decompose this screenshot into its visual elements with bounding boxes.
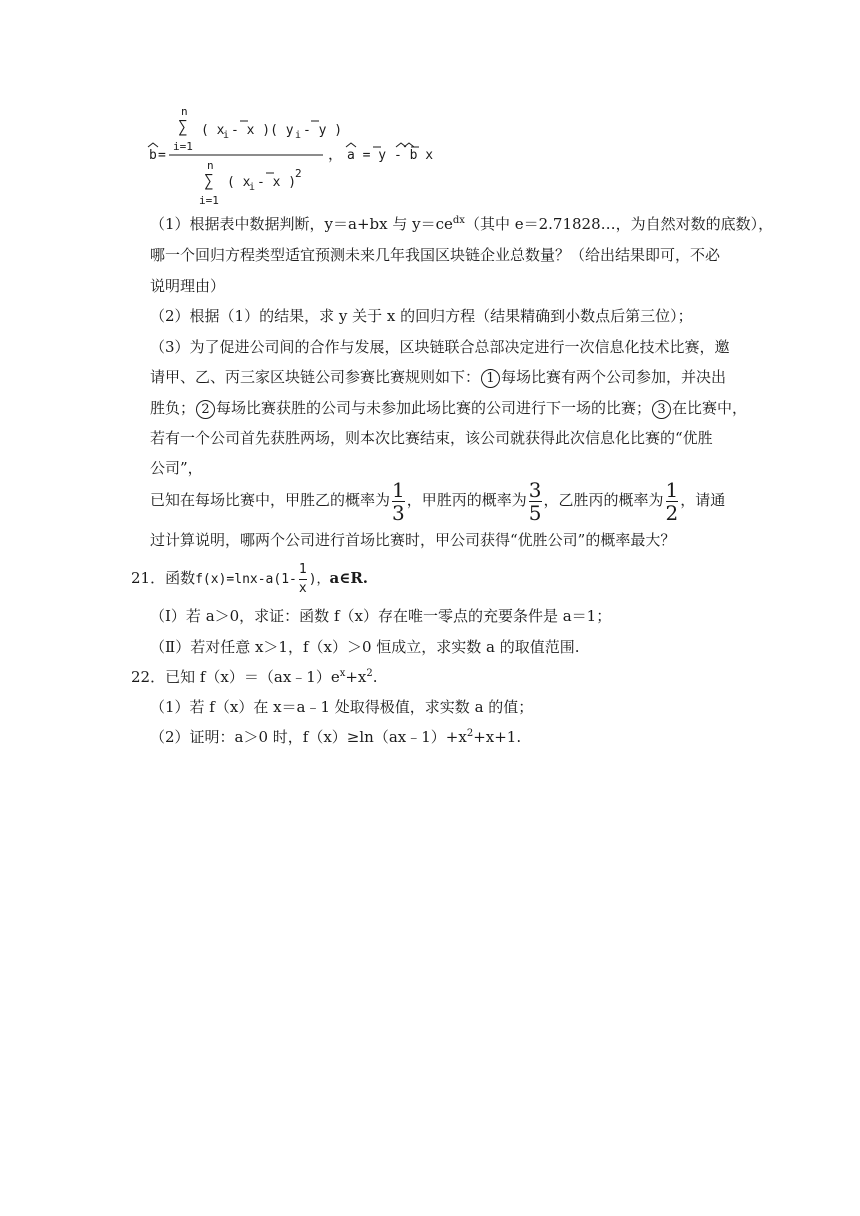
svg-text:=: = <box>158 148 166 163</box>
q20-part1-line1: （1）根据表中数据判断，y＝a+bx 与 $y=ce^{dx}$（其中 e＝2.71828…，为自然对数的底数）， <box>150 215 774 233</box>
q20-part3-line1: （3）为了促进公司间的合作与发展，区块链联合总部决定进行一次信息化技术比赛，邀 <box>150 338 730 356</box>
q20-part3-line5: 公司”， <box>150 459 203 477</box>
svg-text:i: i <box>295 130 302 141</box>
q20-part3-line3: 胜负； 2 每场比赛获胜的公司与未参加此场比赛的公司进行下一场的比赛； 3 在比赛中， <box>150 399 748 417</box>
svg-text:∑: ∑ <box>204 171 214 190</box>
q21-part-i: （Ⅰ）若 a＞0，求证：函数 f（x）存在唯一零点的充要条件是 a＝1； <box>150 607 612 625</box>
svg-text:n: n <box>181 105 188 118</box>
b-hat-symbol: b <box>149 148 157 163</box>
svg-text:a = y - b x: a = y - b x <box>347 148 434 163</box>
q22-part1: （1）若 f（x）在 x＝a﹣1 处取得极值，求实数 a 的值； <box>150 698 534 716</box>
svg-text:n: n <box>207 159 214 172</box>
svg-text:( x: ( x <box>227 175 251 190</box>
svg-text:，: ， <box>328 145 344 163</box>
svg-text:i=1: i=1 <box>199 194 219 205</box>
q20-part3-line7: 过计算说明，哪两个公司进行首场比赛时，甲公司获得“优胜公司”的概率最大？ <box>150 531 676 549</box>
circled-number-2: 2 <box>196 400 215 419</box>
q20-part3-line6: 已知在每场比赛中，甲胜乙的概率为 $\frac{1}{3}$ ，甲胜丙的概率为 $\frac{3}{5}$ ，乙胜丙的概率为 $\frac{1}{2}$ ，请通 <box>150 477 726 525</box>
svg-text:- x )( y: - x )( y <box>231 123 294 138</box>
circled-number-3: 3 <box>652 400 671 419</box>
svg-text:i=1: i=1 <box>173 140 193 153</box>
svg-text:- y ): - y ) <box>303 123 343 138</box>
fraction-1-x: $\frac{1}{x}$ <box>298 561 307 596</box>
q21-part-ii: （Ⅱ）若对任意 x＞1，f（x）＞0 恒成立，求实数 a 的取值范围. <box>150 638 580 656</box>
q20-part2: （2）根据（1）的结果，求 y 关于 x 的回归方程（结果精确到小数点后第三位）； <box>150 307 693 325</box>
fraction-1-3: $\frac{1}{3}$ <box>392 477 405 525</box>
q22-part2: （2）证明：a＞0 时，$f(x)\ge\ln(ax﹣1)+x^2+x+1$. <box>150 728 522 746</box>
svg-text:( x: ( x <box>201 123 225 138</box>
q20-part1-line3: 说明理由） <box>150 277 226 295</box>
svg-text:- x ): - x ) <box>257 175 297 190</box>
regression-formula <box>145 105 445 205</box>
q21-stem: 21．函数f(x)=lnx-a(1- $\frac{1}{x}$ )，a∈R. <box>131 561 369 596</box>
q20-part3-line4: 若有一个公司首先获胜两场，则本次比赛结束，该公司就获得此次信息化比赛的“优胜 <box>150 429 713 447</box>
svg-text:i: i <box>223 130 230 141</box>
q20-part1-line2: 哪一个回归方程类型适宜预测未来几年我国区块链企业总数量？（给出结果即可，不必 <box>150 246 721 264</box>
circled-number-1: 1 <box>481 369 500 388</box>
fraction-3-5: $\frac{3}{5}$ <box>528 477 542 525</box>
svg-text:2: 2 <box>295 167 302 180</box>
q20-part3-line2: 请甲、乙、丙三家区块链公司参赛比赛规则如下： 1 每场比赛有两个公司参加，并决出 <box>150 368 727 386</box>
svg-text:∑: ∑ <box>178 117 188 136</box>
q22-stem: 22．已知 $f(x)=(ax﹣1)e^x+x^2$. <box>131 668 378 686</box>
svg-text:i: i <box>249 182 256 193</box>
fraction-1-2: $\frac{1}{2}$ <box>665 477 679 525</box>
